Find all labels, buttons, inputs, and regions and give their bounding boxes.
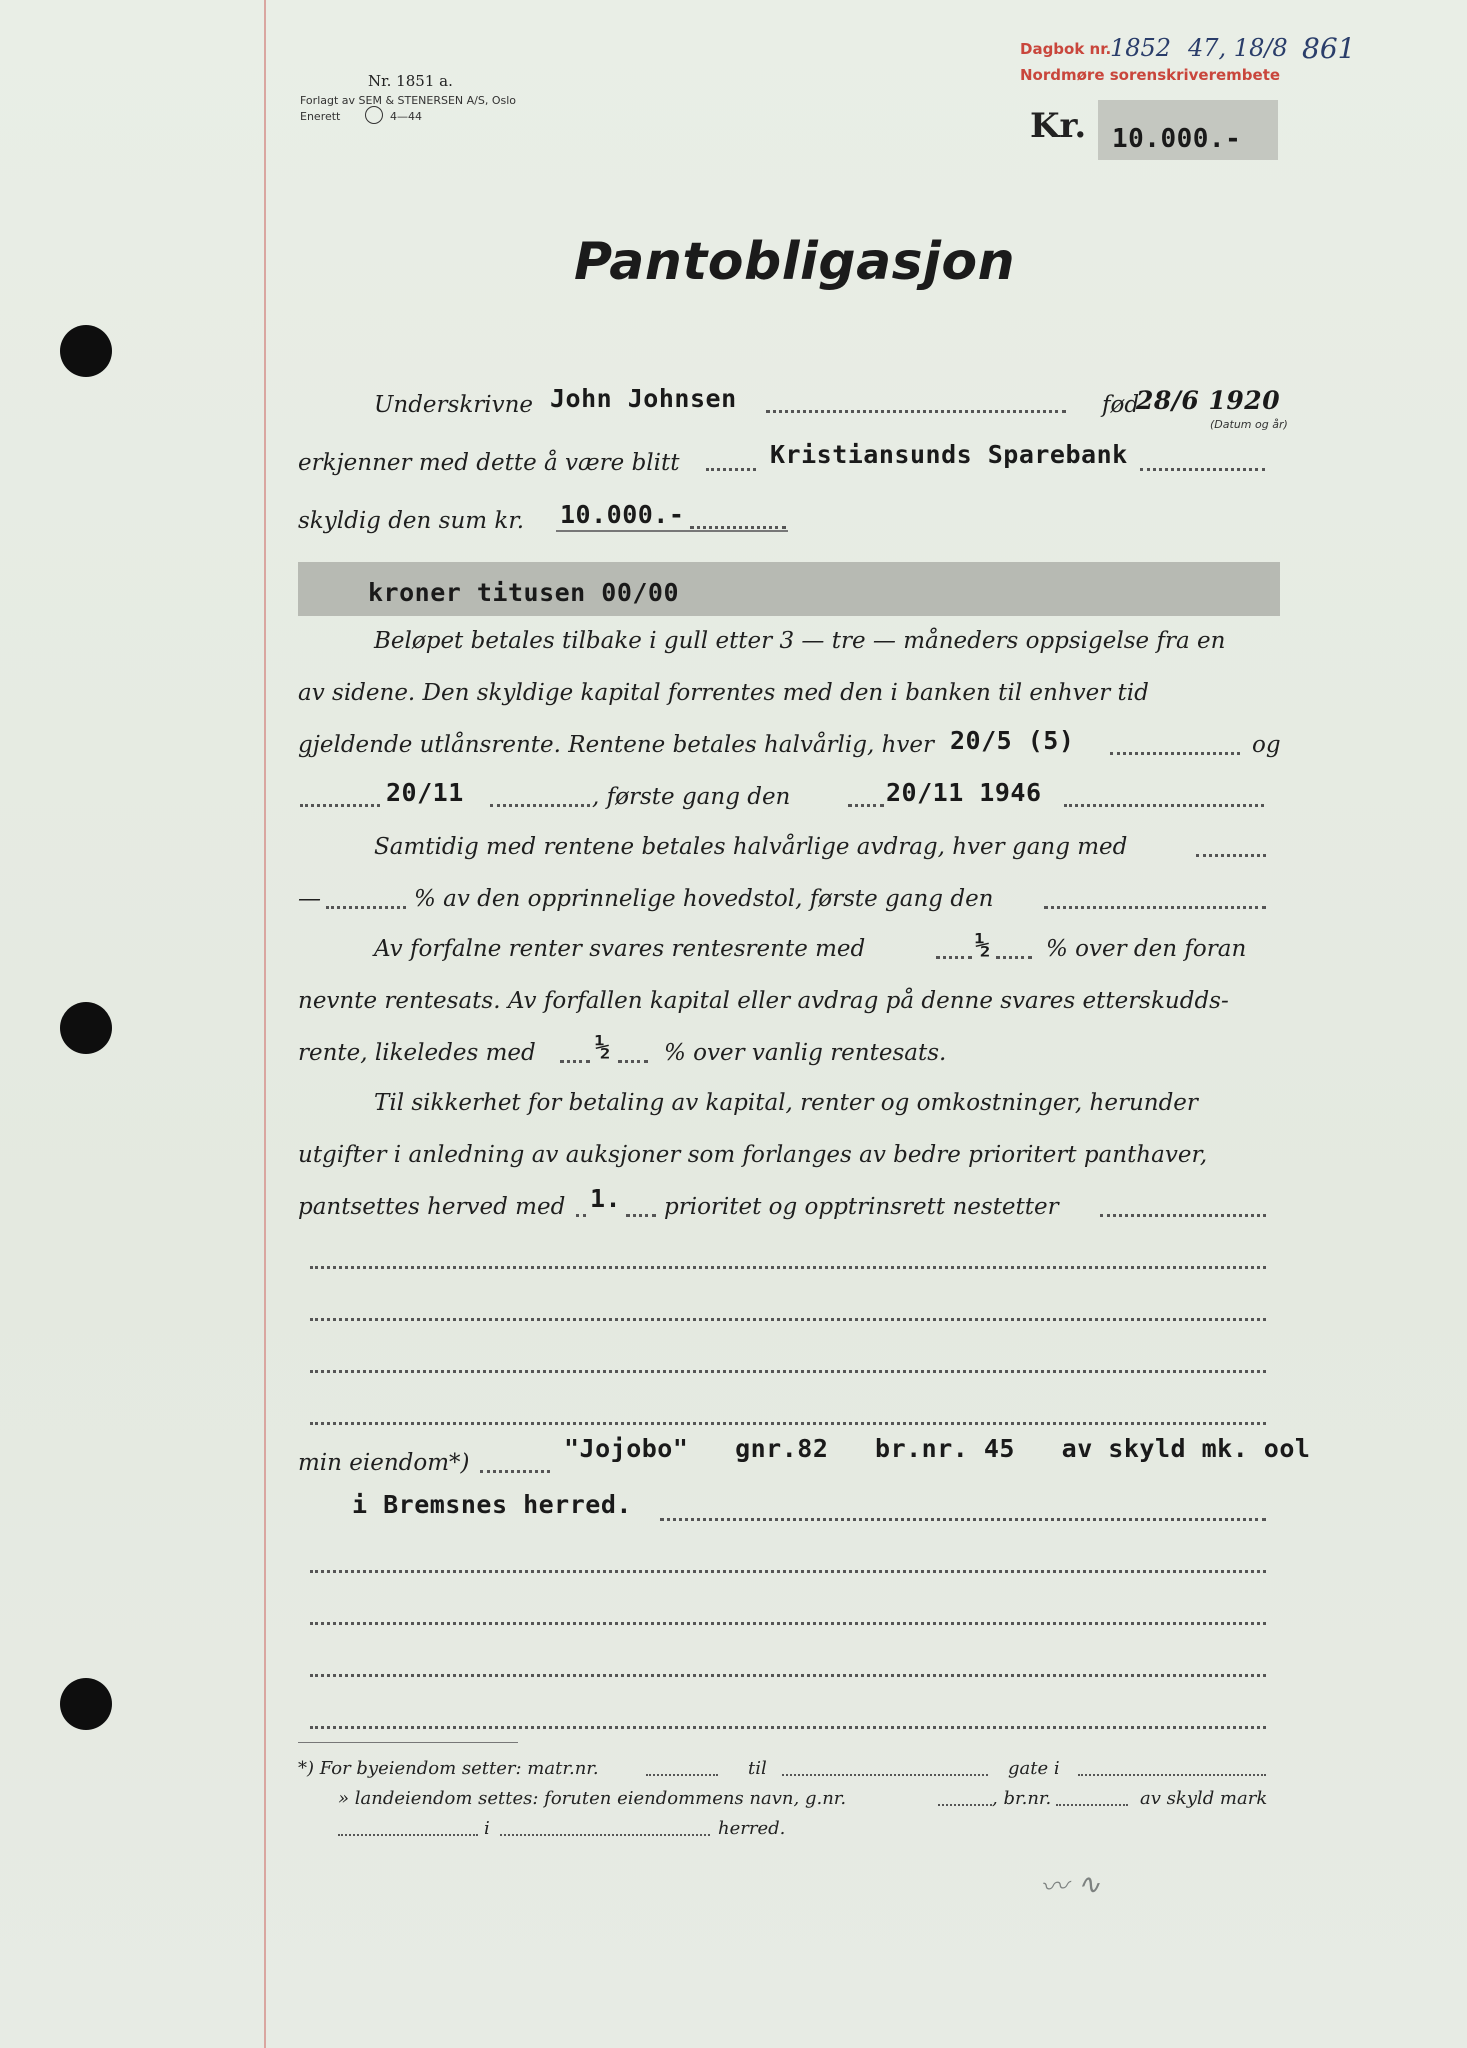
- compound-interest-rate: ½: [975, 930, 991, 959]
- punch-hole: [60, 1002, 112, 1054]
- body-line: % over den foran: [1046, 936, 1247, 962]
- leader-dots: [576, 1214, 586, 1217]
- leader-dots: [936, 956, 972, 959]
- body-line: Til sikkerhet for betaling av kapital, renter og omkostninger, herunder: [374, 1090, 1198, 1116]
- sum-value: 10.000.-: [560, 500, 685, 529]
- body-line: % av den opprinnelige hovedstol, første gang den: [414, 886, 994, 912]
- signature-bleed: 〰 ∿: [1039, 1866, 1102, 1905]
- document-title: Pantobligasjon: [574, 232, 1016, 292]
- publisher-enerett: Enerett: [300, 110, 341, 123]
- leader-dots: [626, 1214, 656, 1217]
- leader-dots: [646, 1774, 718, 1776]
- leader-dots: [996, 956, 1032, 959]
- leader-dots: [1056, 1804, 1128, 1806]
- property-description: "Jojobo" gnr.82 br.nr. 45 av skyld mk. ool: [564, 1434, 1311, 1463]
- body-line: gjeldende utlånsrente. Rentene betales halvårlig, hver: [298, 732, 935, 758]
- leader-dots: [690, 526, 786, 529]
- blank-line: [310, 1318, 1266, 1321]
- leader-dots: [938, 1804, 992, 1806]
- born-date: 28/6 1920: [1136, 386, 1281, 415]
- blank-line: [310, 1370, 1266, 1373]
- leader-dots: [848, 804, 884, 807]
- installment-dash: —: [298, 886, 321, 912]
- body-line: Av forfalne renter svares rentesrente med: [374, 936, 866, 962]
- diary-year: 47, 18/8: [1188, 34, 1288, 62]
- footnote-line: av skyld mark: [1140, 1788, 1268, 1809]
- blank-line: [310, 1726, 1266, 1729]
- footnote-line: , br.nr.: [992, 1788, 1052, 1809]
- leader-dots: [1064, 804, 1264, 807]
- leader-dots: [500, 1834, 710, 1836]
- punch-hole: [60, 325, 112, 377]
- leader-dots: [618, 1060, 648, 1063]
- footnote-rule: [298, 1742, 518, 1743]
- body-line: rente, likeledes med: [298, 1040, 536, 1066]
- margin-line: [264, 0, 266, 2048]
- leader-dots: [1110, 752, 1240, 755]
- born-hint: (Datum og år): [1210, 418, 1288, 431]
- publisher-logo-icon: [365, 106, 383, 124]
- leader-dots: [326, 906, 406, 909]
- punch-hole: [60, 1678, 112, 1730]
- leader-dots: [766, 410, 1066, 413]
- interest-dates: 20/5 (5): [950, 726, 1075, 755]
- body-line: prioritet og opptrinsrett nestetter: [664, 1194, 1059, 1220]
- kr-amount: 10.000.-: [1112, 124, 1242, 154]
- blank-line: [310, 1422, 1266, 1425]
- leader-dots: [560, 1060, 590, 1063]
- second-interest-date: 20/11: [386, 778, 464, 807]
- priority-value: 1.: [590, 1184, 622, 1213]
- diary-stamp-label: Dagbok nr.: [1020, 40, 1112, 58]
- leader-dots: [1140, 468, 1265, 471]
- blank-line: [310, 1622, 1266, 1625]
- leader-dots: [706, 468, 756, 471]
- blank-line: [310, 1674, 1266, 1677]
- first-payment-date: 20/11 1946: [886, 778, 1042, 807]
- body-line: Samtidig med rentene betales halvårlige avdrag, hver gang med: [374, 834, 1128, 860]
- leader-dots: [1100, 1214, 1266, 1217]
- footnote-line: » landeiendom settes: foruten eiendommens navn, g.nr.: [338, 1788, 847, 1809]
- body-line: pantsettes herved med: [298, 1194, 566, 1220]
- leader-dots: [782, 1774, 988, 1776]
- leader-dots: [338, 1834, 478, 1836]
- body-line: og: [1252, 732, 1281, 758]
- sum-underline: [556, 530, 788, 532]
- blank-line: [310, 1266, 1266, 1269]
- kr-label: Kr.: [1030, 106, 1087, 146]
- blank-line: [310, 1570, 1266, 1573]
- body-line: nevnte rentesats. Av forfallen kapital eller avdrag på denne svares etterskudds-: [298, 988, 1229, 1014]
- property-municipality: i Bremsnes herred.: [352, 1490, 632, 1519]
- footnote-line: *) For byeiendom setter: matr.nr.: [298, 1758, 599, 1779]
- footnote-line: til: [748, 1758, 767, 1779]
- diary-page: 861: [1302, 32, 1356, 65]
- body-line: % over vanlig rentesats.: [664, 1040, 947, 1066]
- sum-words: kroner titusen 00/00: [368, 578, 680, 607]
- debtor-name: John Johnsen: [550, 384, 737, 413]
- footnote-line: herred.: [718, 1818, 786, 1839]
- sum-label: skyldig den sum kr.: [298, 508, 525, 534]
- born-label: fød: [1102, 392, 1140, 418]
- diary-number: 1852: [1110, 34, 1172, 62]
- body-line: utgifter i anledning av auksjoner som forlanges av bedre prioritert panthaver,: [298, 1142, 1208, 1168]
- body-line: , første gang den: [592, 784, 791, 810]
- penalty-rate: ½: [595, 1032, 611, 1061]
- leader-dots: [660, 1518, 1266, 1521]
- footnote-line: i: [484, 1818, 490, 1839]
- publisher-line: Forlagt av SEM & STENERSEN A/S, Oslo: [300, 94, 517, 107]
- form-number: Nr. 1851 a.: [368, 72, 453, 90]
- office-stamp: Nordmøre sorenskriverembete: [1020, 66, 1281, 84]
- publisher-code: 4—44: [390, 110, 422, 123]
- leader-dots: [1044, 906, 1266, 909]
- footnote-line: gate i: [1008, 1758, 1060, 1779]
- leader-dots: [490, 804, 590, 807]
- body-line: av sidene. Den skyldige kapital forrentes med den i banken til enhver tid: [298, 680, 1149, 706]
- acknowledges-label: erkjenner med dette å være blitt: [298, 450, 680, 476]
- body-line: Beløpet betales tilbake i gull etter 3 — tre — måneders oppsigelse fra en: [374, 628, 1226, 654]
- leader-dots: [480, 1470, 550, 1473]
- property-label: min eiendom*): [298, 1450, 470, 1476]
- leader-dots: [300, 804, 380, 807]
- leader-dots: [1078, 1774, 1266, 1776]
- undersigned-label: Underskrivne: [374, 392, 534, 418]
- leader-dots: [1196, 854, 1266, 857]
- creditor-name: Kristiansunds Sparebank: [770, 440, 1128, 469]
